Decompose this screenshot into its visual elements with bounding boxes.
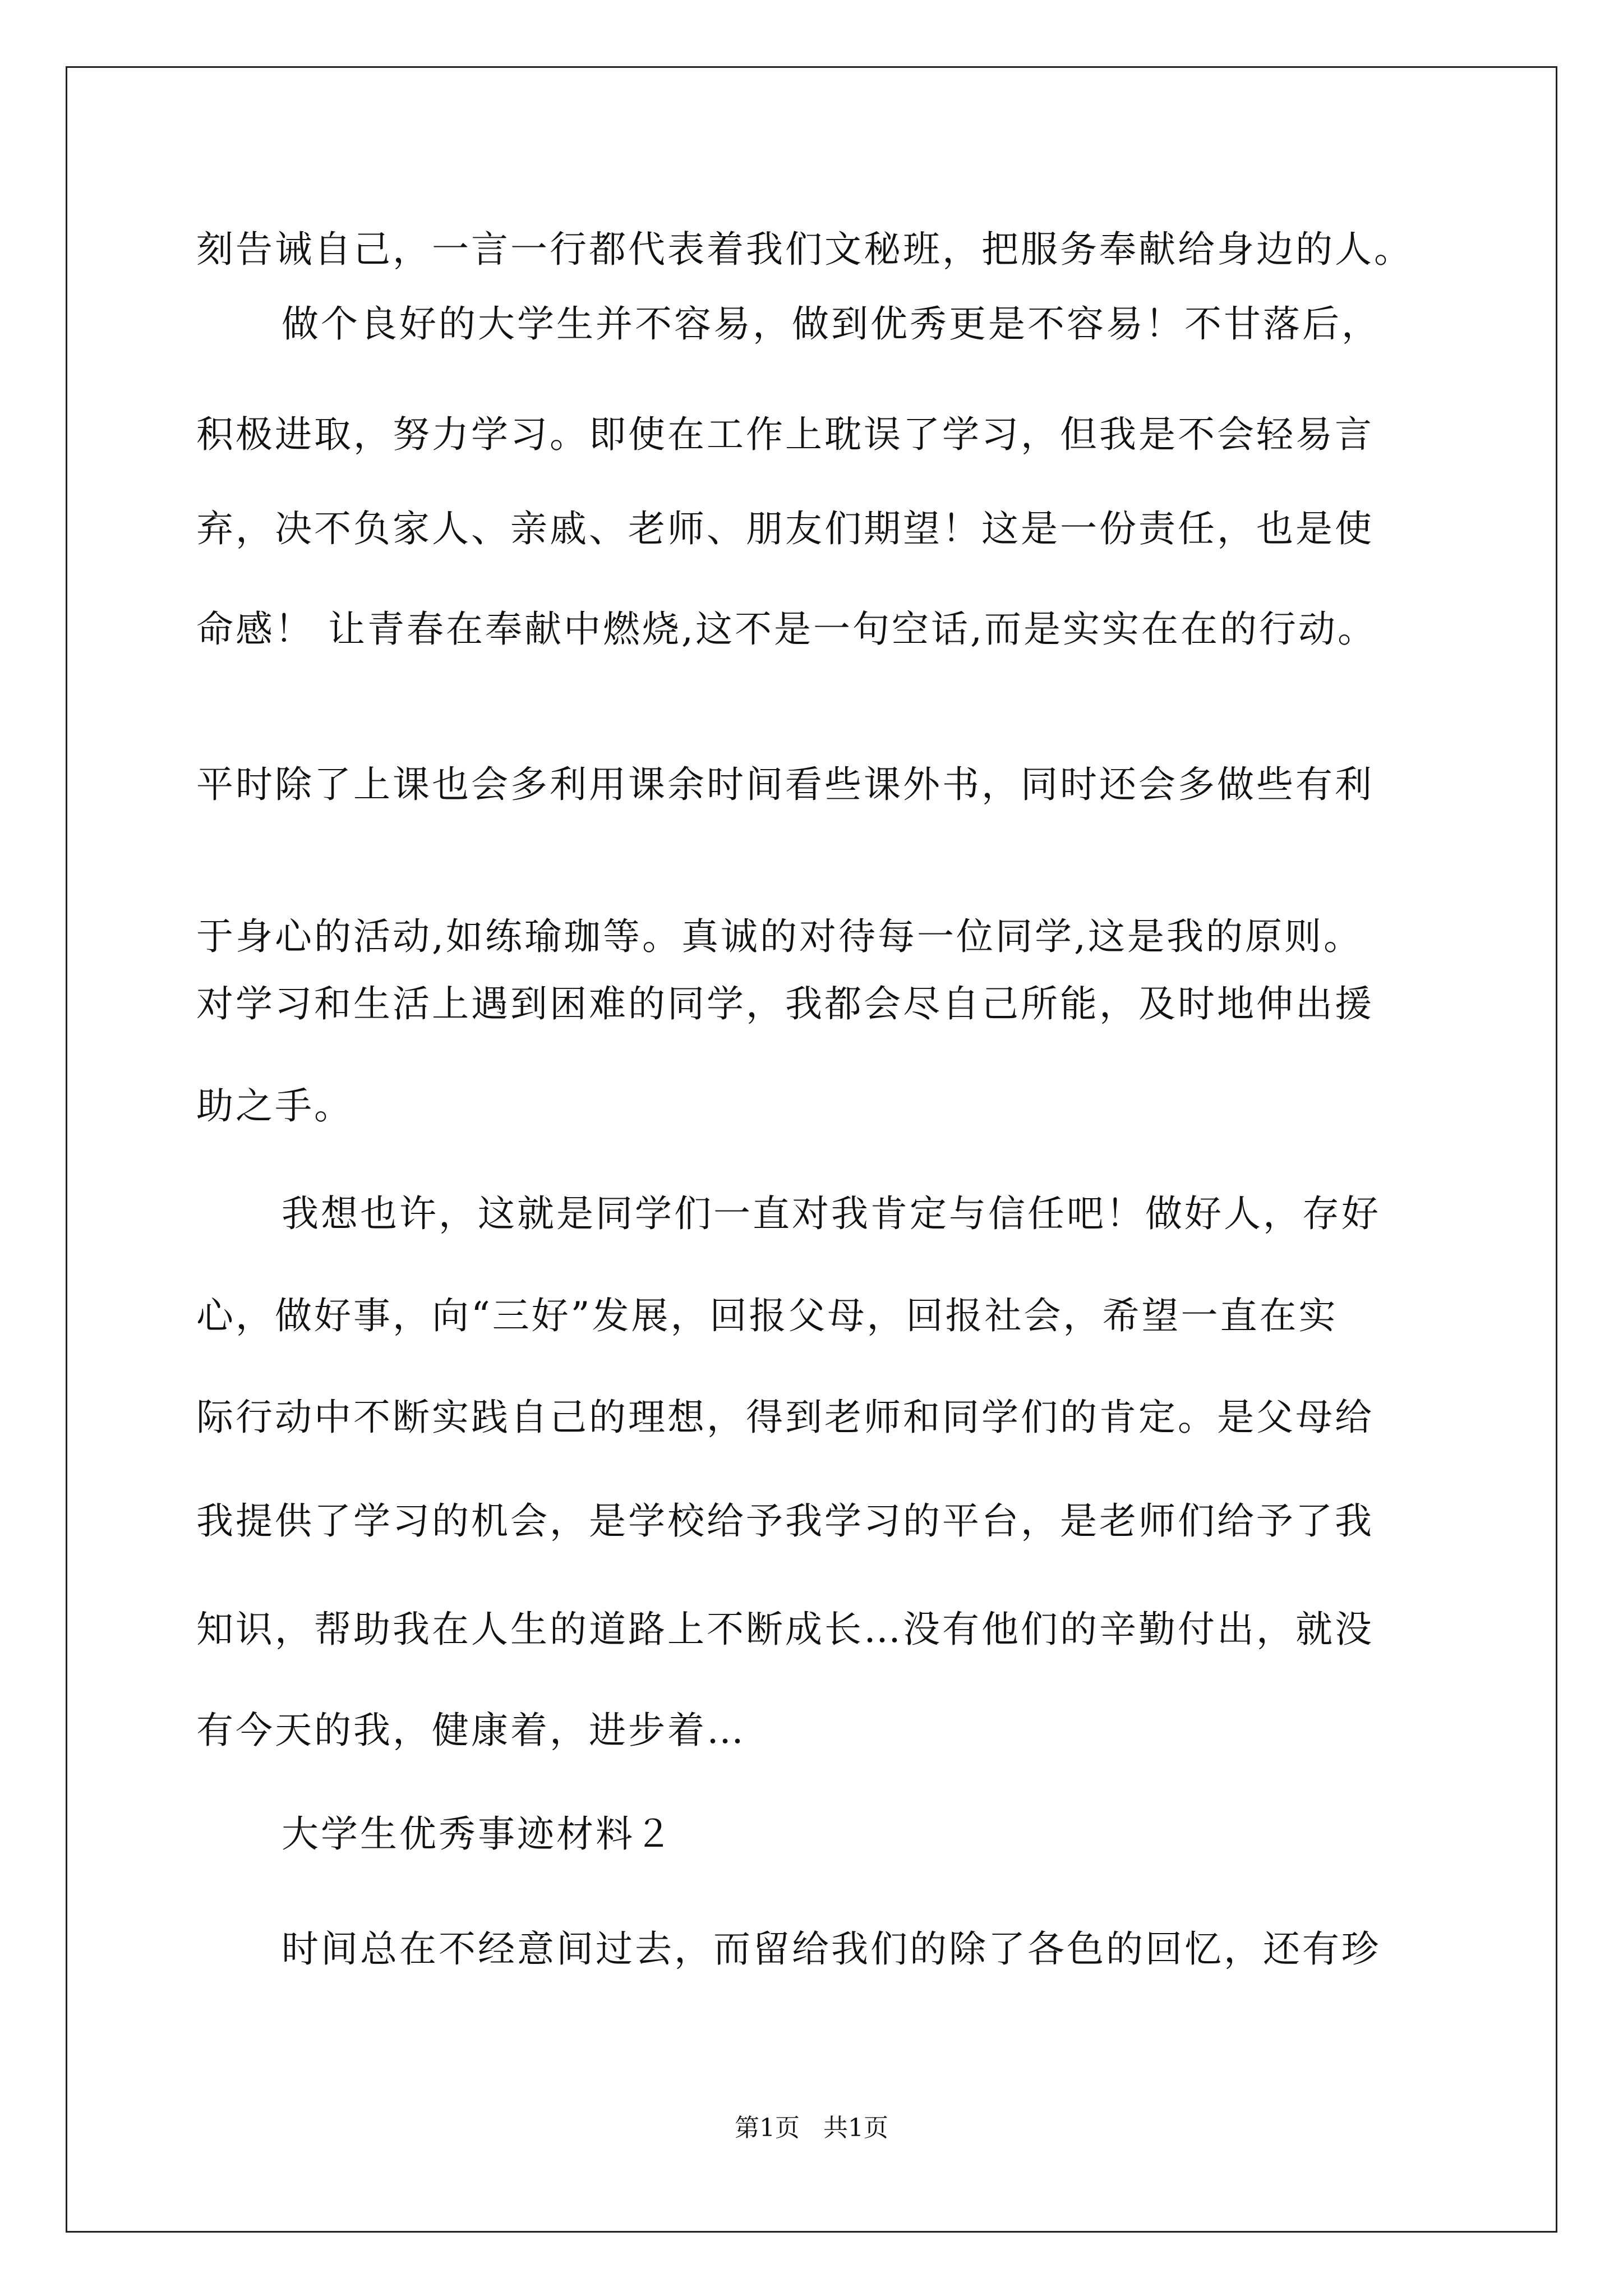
text-line-13: 我提供了学习的机会，是学校给予我学习的平台，是老师们给予了我 xyxy=(196,1499,1374,1543)
text-line-11: 心，做好事，向“三好”发展，回报父母，回报社会，希望一直在实 xyxy=(196,1294,1338,1337)
text-line-1: 刻告诫自己，一言一行都代表着我们文秘班，把服务奉献给身边的人。 xyxy=(196,228,1413,271)
text-line-3: 积极进取，努力学习。即使在工作上耽误了学习，但我是不会轻易言 xyxy=(196,413,1374,456)
section-heading: 大学生优秀事迹材料２ xyxy=(282,1812,674,1856)
text-line-17: 时间总在不经意间过去，而留给我们的除了各色的回忆，还有珍 xyxy=(282,1927,1381,1971)
text-line-14: 知识，帮助我在人生的道路上不断成长…没有他们的辛勤付出，就没 xyxy=(196,1608,1374,1651)
page-footer: 第1页 共1页 xyxy=(735,2114,888,2142)
page-border xyxy=(66,66,1557,2233)
text-line-4: 弃，决不负家人、亲戚、老师、朋友们期望！这是一份责任，也是使 xyxy=(196,507,1374,550)
text-line-2: 做个良好的大学生并不容易，做到优秀更是不容易！不甘落后， xyxy=(282,302,1381,346)
text-line-8: 对学习和生活上遇到困难的同学，我都会尽自己所能，及时地伸出援 xyxy=(196,982,1374,1025)
text-line-12: 际行动中不断实践自己的理想，得到老师和同学们的肯定。是父母给 xyxy=(196,1396,1374,1439)
text-line-6: 平时除了上课也会多利用课余时间看些课外书，同时还会多做些有利 xyxy=(196,763,1374,806)
text-line-5: 命感！ 让青春在奉献中燃烧,这不是一句空话,而是实实在在的行动。 xyxy=(196,608,1377,651)
text-line-15: 有今天的我，健康着，进步着… xyxy=(196,1709,746,1752)
text-line-9: 助之手。 xyxy=(196,1084,353,1128)
text-line-10: 我想也许，这就是同学们一直对我肯定与信任吧！做好人，存好 xyxy=(282,1192,1381,1235)
text-line-7: 于身心的活动,如练瑜珈等。真诚的对待每一位同学,这是我的原则。 xyxy=(196,915,1363,958)
